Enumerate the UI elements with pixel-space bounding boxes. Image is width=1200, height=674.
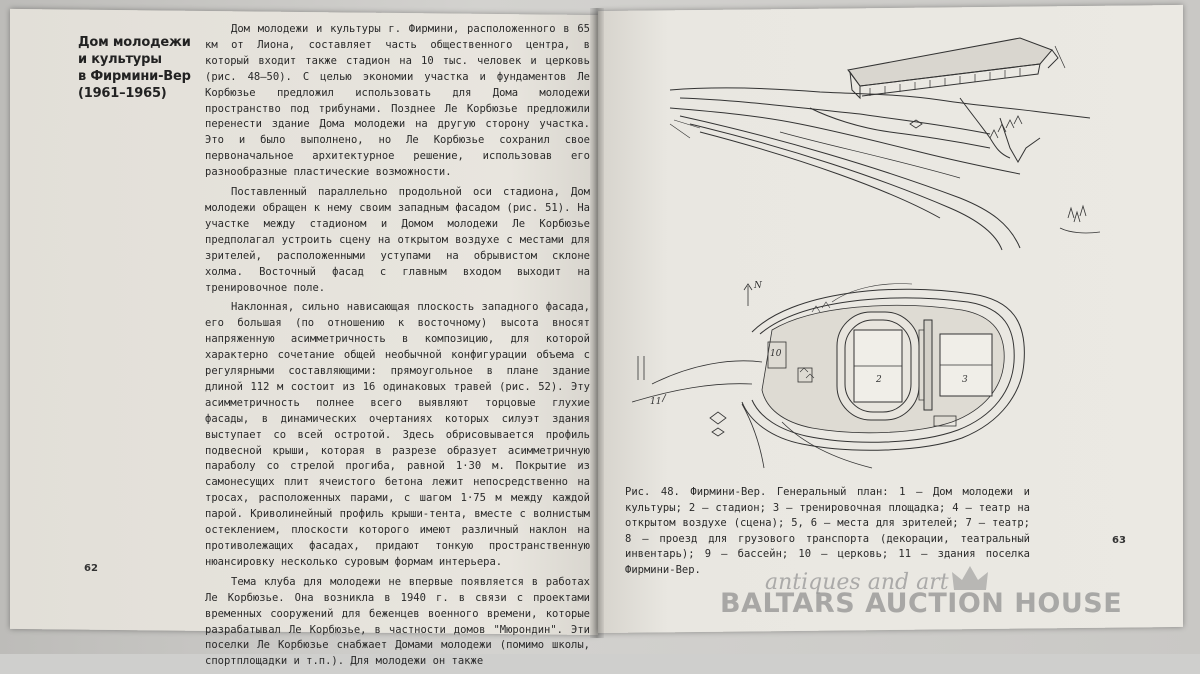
plan-label-training: 3 xyxy=(962,375,968,385)
body-text xyxy=(205,22,590,674)
perspective-sketch xyxy=(660,28,1100,258)
watermark-brand: BALTARS AUCTION HOUSE xyxy=(720,588,1123,619)
book-gutter xyxy=(590,8,604,638)
figure-caption: Рис. 48. Фирмини-Вер. Генеральный план: 1 – Дом молодежи и культуры; 2 – стадион; 3 – тренировочная площадка; 4 – театр на открытом воздухе (сцена); 5, 6 – места для зрителей; 7 – театр; 8 – проезд для грузового транспорта (декорации, театральный инвентарь); 9 – бассейн; 10 – церковь; 11 – здания поселка Фирмини-Вер. xyxy=(625,486,1030,576)
paragraph: Тема клуба для молодежи не впервые появляется в работах Ле Корбюзье. Она возникла в 1940 г. в связи с проектами временных сооружений для беженцев военного времени, которые разрабатывал Ле Корбюзье, в частности домов "Мюрондин". Эти поселки Ле Корбюзье снабжает Домами молодежи (помимо школы, спортплощадки и т.п.). Для молодежи он также xyxy=(205,575,590,668)
paragraph: Наклонная, сильно нависающая плоскость западного фасада, его большая (по отношению к восточному) высота вносят напряженную асимметричность в композицию, для которой характерно сочетание общей необычной конфигурации объема с регулярными составляющими: прямоугольное в плане здание длиной 112 м состоит из 16 одинаковых травей (рис. 52). Эту асимметричность полнее всего выявляют торцовые глухие фасады, в динамических очертаниях которых силуэт здания выступает со всей остротой. Здесь обрисовывается профиль подвесной крыши, которая в разрезе образует асимметричную параболу со стрелой прогиба, равной 1·30 м. Покрытие из самонесущих плит ячеистого бетона лежит непосредственно на тросах, расположенных парами, с шагом 1·75 м между каждой парой. Криволинейный профиль крыши-тента, вместе с волнистым остеклением, плоскости которого имеют различный наклон на противолежащих фасадах, придают тонкую пространственную нюансировку несколько суровым формам интерьера. xyxy=(205,301,590,568)
title-dates: (1961–1965) xyxy=(78,86,167,101)
section-title xyxy=(78,34,208,102)
plan-label-village: 11 xyxy=(650,397,662,407)
paragraph: Дом молодежи и культуры г. Фирмини, расположенного в 65 км от Лиона, составляет часть общественного центра, в который входит также стадион на 10 тыс. человек и церковь (рис. 48–50). С целью экономии участка и фундаментов Ле Корбюзье предложил использовать для Дома молодежи пространство под трибунами. Позднее Ле Корбюзье предложили перенести здание Дома молодежи на другую сторону участка. Это и было выполнено, но Ле Корбюзье сохранил свое первоначальное архитектурное решение, использовав его разнообразные пластические возможности. xyxy=(205,23,590,179)
title-line: и культуры xyxy=(78,52,162,67)
paragraph: Поставленный параллельно продольной оси стадиона, Дом молодежи обращен к нему своим западным фасадом (рис. 51). На участке между стадионом и Домом молодежи Ле Корбюзье предполагал устроить сцену на открытом воздухе с местами для зрителей, расположенными уступами на обрывистом склоне холма. Восточный фасад с главным входом выходит на тренировочное поле. xyxy=(205,186,590,294)
title-line: Дом молодежи xyxy=(78,35,191,50)
plan-label-stadium: 2 xyxy=(876,375,882,385)
page-number-right: 63 xyxy=(1112,535,1126,546)
title-line: в Фирмини-Вер xyxy=(78,69,191,84)
page-number-left: 62 xyxy=(84,563,98,574)
watermark-tagline: antiques and art xyxy=(765,570,949,595)
site-plan xyxy=(632,272,1042,472)
plan-label-north: N xyxy=(754,281,762,291)
plan-label-church: 10 xyxy=(770,349,782,359)
watermark xyxy=(720,570,1140,640)
